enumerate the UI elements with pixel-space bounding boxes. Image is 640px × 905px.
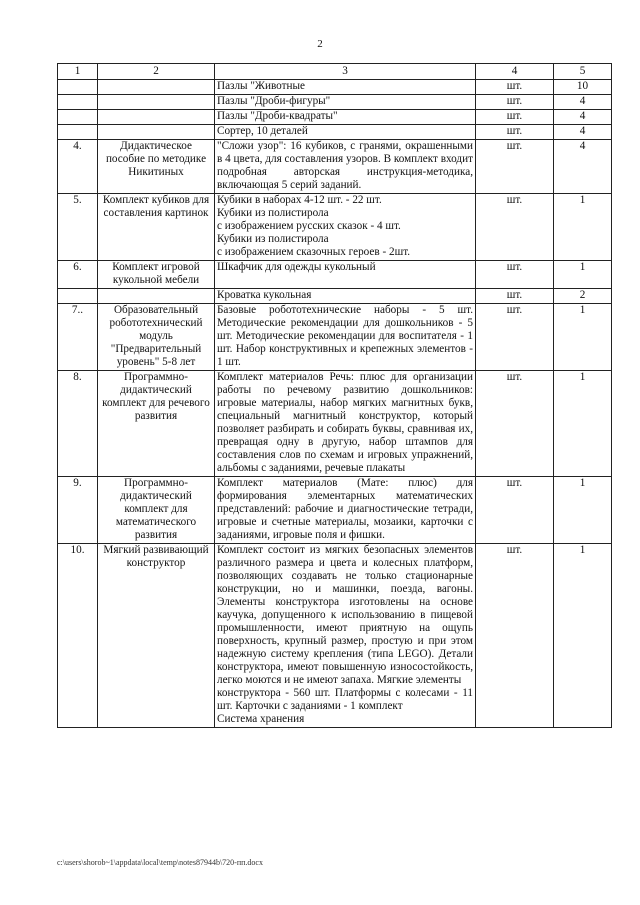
item-description	[215, 289, 476, 304]
table-row	[58, 110, 612, 125]
item-unit: шт.	[476, 140, 554, 194]
item-name: Программно-дидактический комплект для математического развития	[98, 477, 215, 544]
item-number: 5.	[58, 194, 98, 261]
item-name: Программно-дидактический комплект для речевого развития	[98, 371, 215, 477]
item-quantity: 2	[554, 289, 612, 304]
description-line: Комплект материалов (Мате: плюс) для формирования элементарных математических представлений: рабочие и диагностические тетради, игровые и счетные материалы, мозаики, карточки с заданиями, игровые поля и фишки.	[217, 477, 473, 541]
item-quantity: 4	[554, 140, 612, 194]
item-name: Образовательный робототехнический модуль "Предварительный уровень" 5-8 лет	[98, 304, 215, 371]
item-quantity: 1	[554, 544, 612, 728]
item-unit: шт.	[476, 371, 554, 477]
table-header-row	[58, 64, 612, 80]
header-col-2: 2	[98, 64, 215, 80]
page-number: 2	[317, 38, 323, 50]
item-description	[215, 371, 476, 477]
item-description	[215, 544, 476, 728]
table-row	[58, 95, 612, 110]
item-number	[58, 95, 98, 110]
table-row	[58, 289, 612, 304]
item-quantity: 1	[554, 371, 612, 477]
item-unit: шт.	[476, 477, 554, 544]
item-number: 8.	[58, 371, 98, 477]
item-description	[215, 80, 476, 95]
description-line: Кубики из полистирола	[217, 207, 329, 219]
item-number: 4.	[58, 140, 98, 194]
item-number: 10.	[58, 544, 98, 728]
item-number	[58, 125, 98, 140]
item-description	[215, 194, 476, 261]
item-name: Мягкий развивающий конструктор	[98, 544, 215, 728]
table-row	[58, 140, 612, 194]
description-line: с изображением русских сказок - 4 шт.	[217, 220, 401, 232]
item-number	[58, 110, 98, 125]
header-col-5: 5	[554, 64, 612, 80]
item-quantity: 10	[554, 80, 612, 95]
table-row	[58, 194, 612, 261]
table-row	[58, 80, 612, 95]
description-line: Комплект состоит из мягких безопасных элементов различного размера и цвета и колесных платформ, позволяющих создавать не только стационарные конструкции, но и машинки, поезда, вагоны. Элементы конструктора изготовлены на основе каучука, допущенного к использованию в пищевой промышленности, имеют приятную на ощупь поверхность, крупный размер, простую и при этом надежную систему крепления (типа LEGO). Детали конструктора, имеют повышенную износостойкость, легко моются и не имеют запаха. Мягкие элементы	[217, 544, 473, 686]
item-unit: шт.	[476, 304, 554, 371]
description-line: Комплект материалов Речь: плюс для организации работы по речевому развитию дошкольников: игровые материалы, набор мягких магнитных букв, специальный магнитный конструктор, который позволяет разбирать и собирать буквы, сравнивая их, превращая одну в другую, набор штампов для составления слов по схемам и игровых упражнений, альбомы с заданиями, речевые плакаты	[217, 371, 473, 474]
item-unit: шт.	[476, 110, 554, 125]
description-line: Пазлы "Дроби-квадраты"	[217, 110, 338, 122]
header-col-4: 4	[476, 64, 554, 80]
item-number: 9.	[58, 477, 98, 544]
description-line: Пазлы "Животные	[217, 80, 305, 92]
item-name	[98, 125, 215, 140]
item-unit: шт.	[476, 544, 554, 728]
item-quantity: 4	[554, 95, 612, 110]
item-quantity: 1	[554, 194, 612, 261]
item-quantity: 1	[554, 477, 612, 544]
header-col-1: 1	[58, 64, 98, 80]
description-line: конструктора - 560 шт. Платформы с колесами - 11 шт. Карточки с заданиями - 1 комплект	[217, 687, 473, 712]
header-col-3: 3	[215, 64, 476, 80]
item-name: Комплект игровой кукольной мебели	[98, 261, 215, 289]
description-line: Система хранения	[217, 713, 305, 725]
description-line: Пазлы "Дроби-фигуры"	[217, 95, 331, 107]
item-name	[98, 289, 215, 304]
item-description	[215, 95, 476, 110]
table-row	[58, 477, 612, 544]
item-unit: шт.	[476, 289, 554, 304]
item-number: 6.	[58, 261, 98, 289]
item-number	[58, 289, 98, 304]
item-number	[58, 80, 98, 95]
description-line: с изображением сказочных героев - 2шт.	[217, 246, 411, 258]
description-line: "Сложи узор": 16 кубиков, с гранями, окрашенными в 4 цвета, для составления узоров. В комплект входит подробная авторская инструкция-методика, включающая 5 серий заданий.	[217, 140, 473, 191]
description-line: Кроватка кукольная	[217, 289, 312, 301]
item-number: 7..	[58, 304, 98, 371]
equipment-table	[57, 63, 612, 728]
description-line: Шкафчик для одежды кукольный	[217, 261, 376, 273]
item-description	[215, 477, 476, 544]
table-row	[58, 125, 612, 140]
item-quantity: 4	[554, 125, 612, 140]
item-name	[98, 80, 215, 95]
item-unit: шт.	[476, 194, 554, 261]
document-file-path: c:\users\shorob~1\appdata\local\temp\notes87944b\720-пп.docx	[57, 858, 263, 867]
description-line: Кубики в наборах 4-12 шт. - 22 шт.	[217, 194, 382, 206]
item-unit: шт.	[476, 261, 554, 289]
item-description	[215, 304, 476, 371]
description-line: Базовые робототехнические наборы - 5 шт. Методические рекомендации для дошкольников - 5 шт. Методические рекомендации для воспитателя - 1 шт. Набор конструктивных и крепежных элементов - 1 шт.	[217, 304, 473, 368]
item-description	[215, 110, 476, 125]
table-body	[58, 64, 612, 728]
item-unit: шт.	[476, 125, 554, 140]
description-line: Сортер, 10 деталей	[217, 125, 308, 137]
table-row	[58, 261, 612, 289]
item-description	[215, 125, 476, 140]
table-row	[58, 371, 612, 477]
item-name: Комплект кубиков для составления картинок	[98, 194, 215, 261]
item-name	[98, 110, 215, 125]
item-quantity: 1	[554, 261, 612, 289]
item-name: Дидактическое пособие по методике Никитиных	[98, 140, 215, 194]
item-quantity: 1	[554, 304, 612, 371]
item-unit: шт.	[476, 80, 554, 95]
item-quantity: 4	[554, 110, 612, 125]
item-description	[215, 140, 476, 194]
item-unit: шт.	[476, 95, 554, 110]
item-description	[215, 261, 476, 289]
description-line: Кубики из полистирола	[217, 233, 329, 245]
table-row	[58, 544, 612, 728]
table-row	[58, 304, 612, 371]
item-name	[98, 95, 215, 110]
